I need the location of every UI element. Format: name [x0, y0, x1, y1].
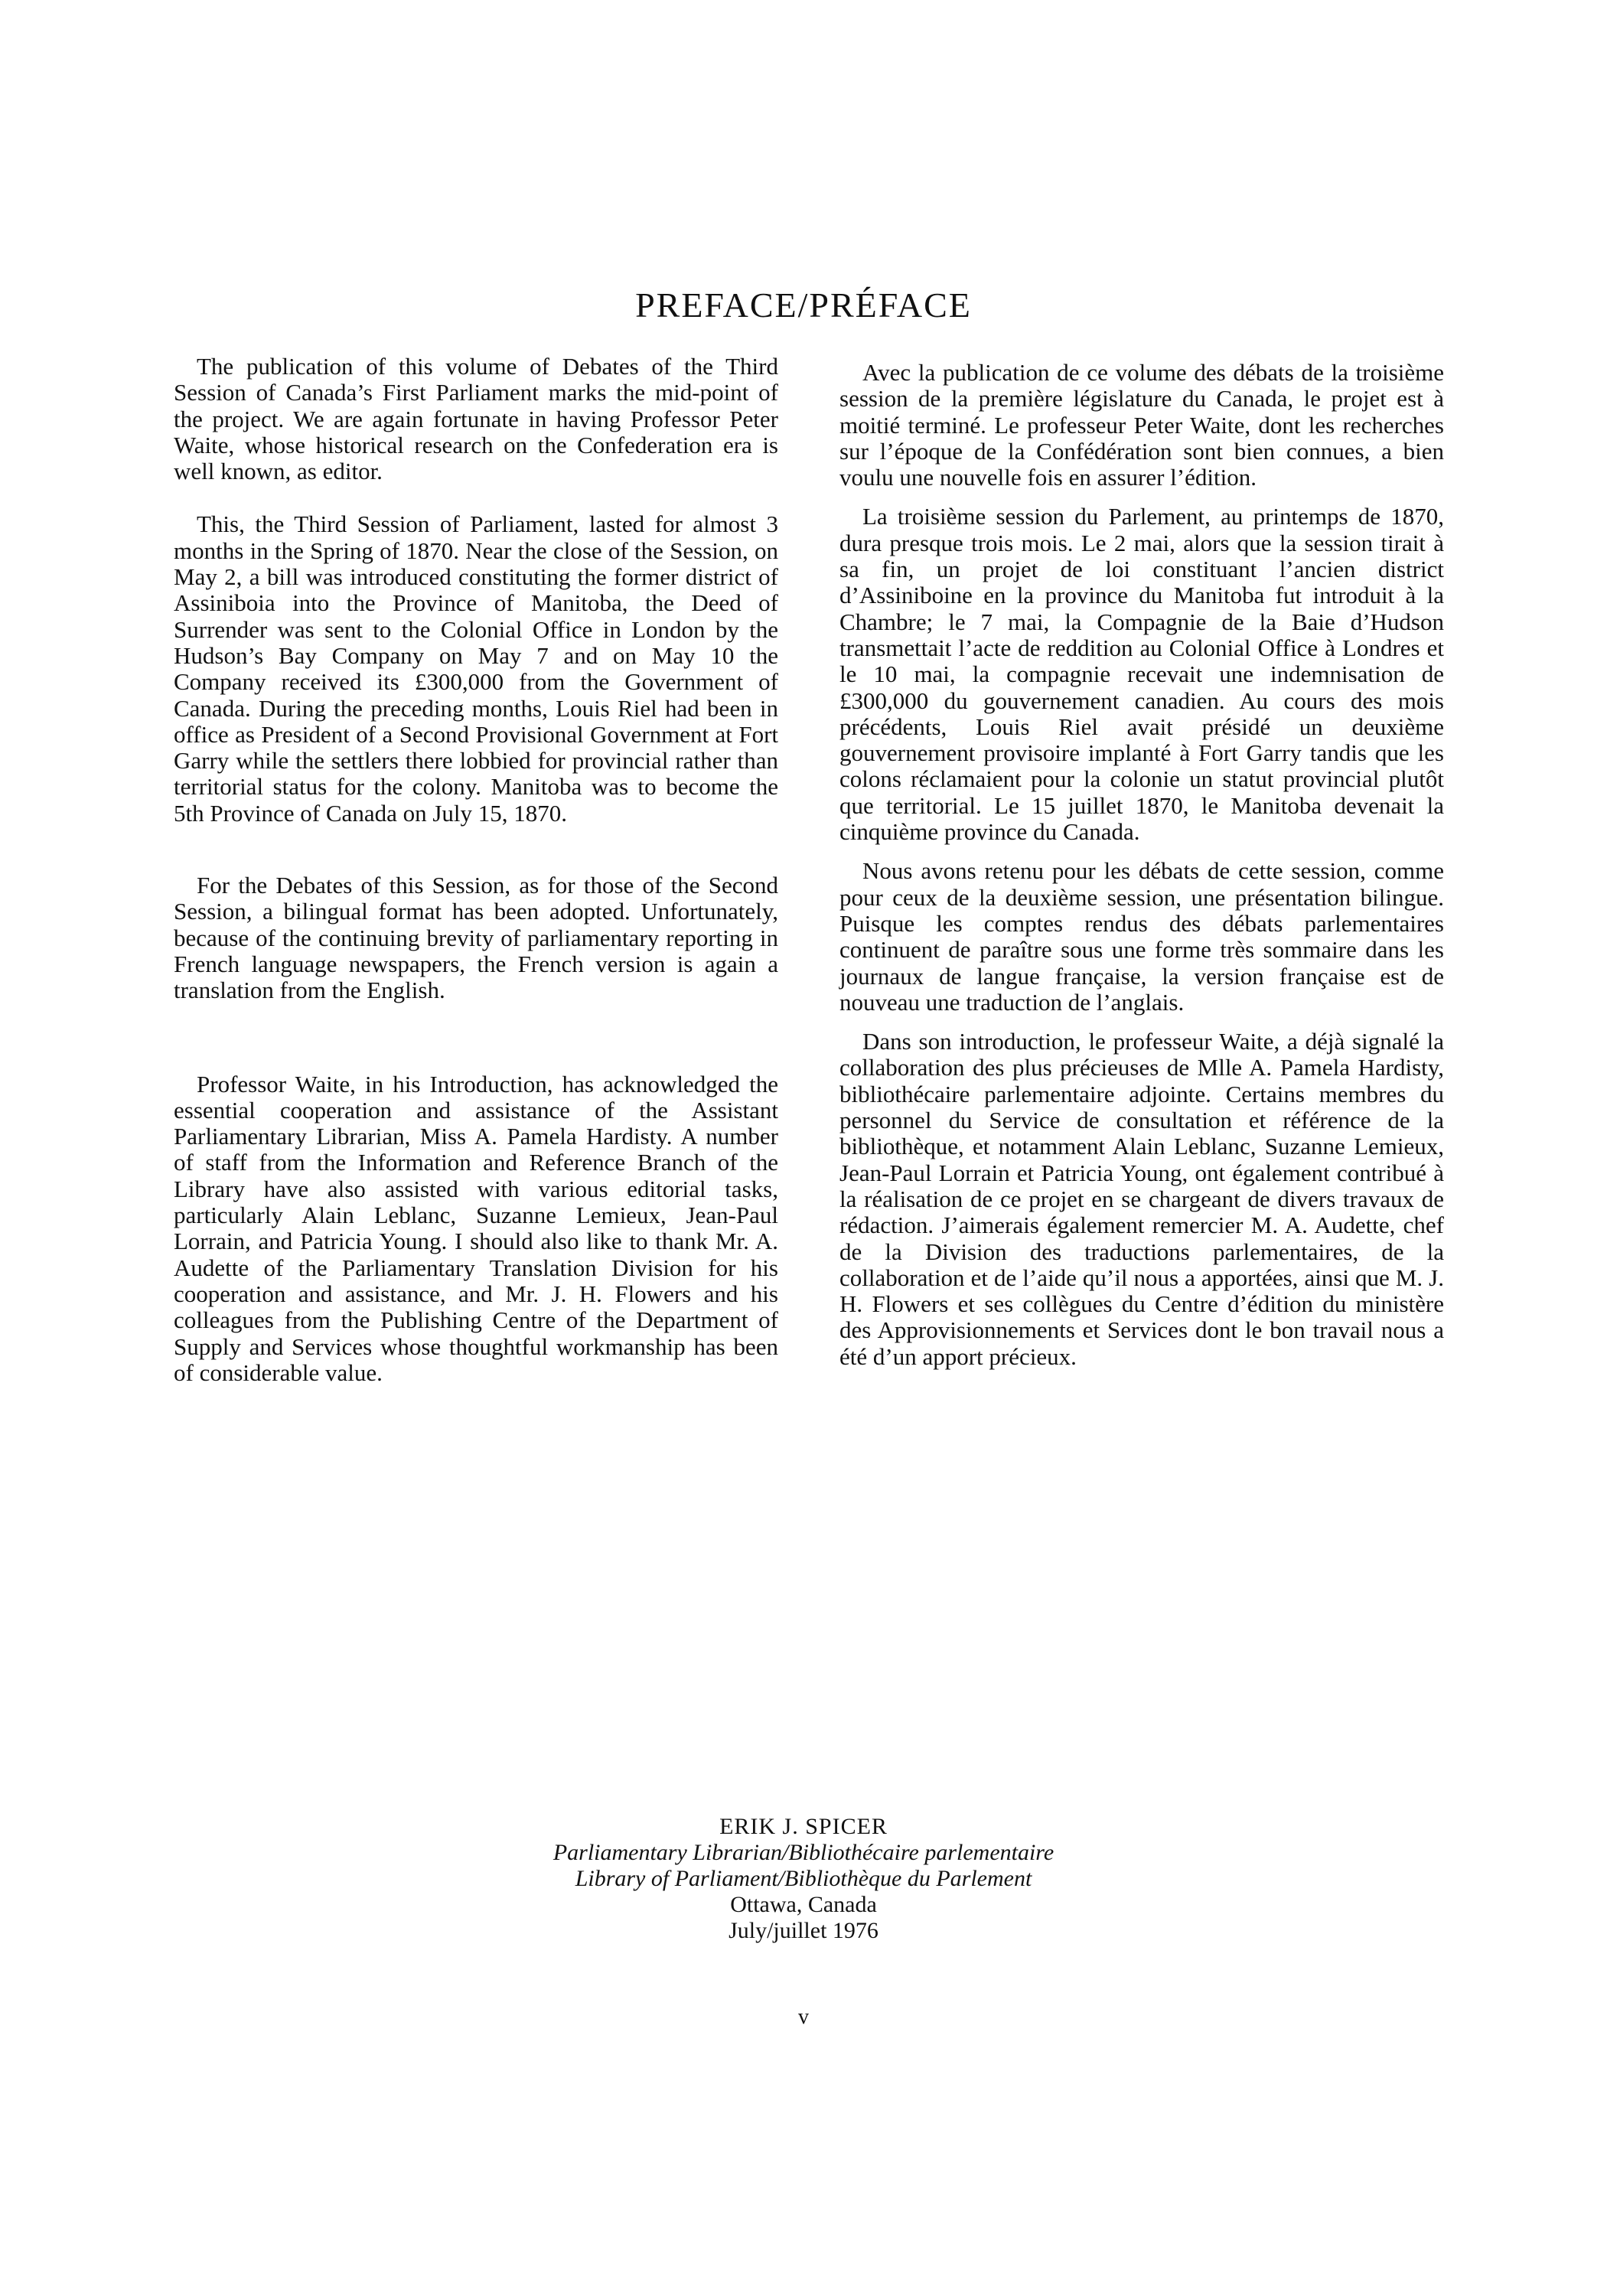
english-paragraph-4: Professor Waite, in his Introduction, has acknowledged the essential cooperation and assistance of the Assistant Parliamentary Librarian, Miss A. Pamela Hardisty. A number of staff from the Information and Reference Branch of the Library have also assisted with various editorial tasks, particularly Alain Leblanc, Suzanne Lemieux, Jean-Paul Lorrain, and Patricia Young. I should also like to thank Mr. A. Audette of the Parliamentary Translation Division for his cooperation and assistance, and Mr. J. H. Flowers and his colleagues from the Publishing Centre of the Department of Supply and Services whose thoughtful workmanship has been of considerable value.: [174, 1070, 778, 1386]
page-number: v: [798, 2005, 809, 2029]
english-paragraph-2: This, the Third Session of Parliament, lasted for almost 3 months in the Spring of 1870. Near the close of the Session, on May 2, a bill was introduced constituting the former district of Assiniboia into the Province of Manitoba, the Deed of Surrender was sent to the Colonial Office in London by the Hudson’s Bay Company on May 7 and on May 10 the Company received its £300,000 from the Government of Canada. During the preceding months, Louis Riel had been in office as President of a Second Provisional Government at Fort Garry while the settlers there lobbied for provincial rather than territorial status for the colony. Manitoba was to become the 5th Province of Canada on July 15, 1870.: [174, 510, 778, 827]
english-paragraph-1: The publication of this volume of Debates of the Third Session of Canada’s First Parliament marks the mid-point of the project. We are again fortunate in having Professor Peter Waite, whose historical research on the Confederation era is well known, as editor.: [174, 353, 778, 485]
signatory-institution: Library of Parliament/Bibliothèque du Parlement: [575, 1866, 1032, 1891]
signature-city: Ottawa, Canada: [730, 1892, 877, 1917]
french-column: [839, 360, 1444, 1370]
french-paragraph-1: Avec la publication de ce volume des débats de la troisième session de la première législature du Canada, le projet est à moitié terminé. Le professeur Peter Waite, dont les recherches sur l’époque de la Confédération sont bien connues, a bien voulu une nouvelle fois en assurer l’édition.: [839, 359, 1444, 491]
french-paragraph-2: La troisième session du Parlement, au printemps de 1870, dura presque trois mois. Le 2 mai, alors que la session tirait à sa fin, un projet de loi constituant l’ancien district d’Assiniboine en la province du Manitoba fut introduit à la Chambre; le 7 mai, la Compagnie de la Baie d’Hudson transmettait l’acte de reddition au Colonial Office à Londres et le 10 mai, la compagnie recevait une indemnisation de £300,000 du gouvernement canadien. Au cours des mois précédents, Louis Riel avait présidé un deuxième gouvernement provisoire implanté à Fort Garry tandis que les colons réclamaient pour la colonie un statut provincial plutôt que territorial. Le 15 juillet 1870, le Manitoba devenait la cinquième province du Canada.: [839, 503, 1444, 846]
signatory-name: ERIK J. SPICER: [719, 1814, 888, 1839]
french-paragraph-4: Dans son introduction, le professeur Waite, a déjà signalé la collaboration des plus précieuses de Mlle A. Pamela Hardisty, bibliothécaire parlementaire adjointe. Certains membres du personnel du Service de consultation et référence de la bibliothèque, et notamment Alain Leblanc, Suzanne Lemieux, Jean-Paul Lorrain et Patricia Young, ont également contribué à la réalisation de ce projet en se chargeant de divers travaux de rédaction. J’aimerais également remercier M. A. Audette, chef de la Division des traductions parlementaires, de la collaboration et de l’aide qu’il nous a apportées, ainsi que M. J. H. Flowers et ses collègues du Centre d’édition du ministère des Approvisionnements et Services dont le bon travail nous a été d’un apport précieux.: [839, 1028, 1444, 1370]
english-column: [174, 354, 778, 1386]
signature-date: July/juillet 1976: [729, 1918, 878, 1943]
signature-block: [0, 1814, 1607, 1944]
signatory-title: Parliamentary Librarian/Bibliothécaire parlementaire: [553, 1840, 1054, 1865]
english-paragraph-3: For the Debates of this Session, as for those of the Second Session, a bilingual format has been adopted. Unfortunately, because of the continuing brevity of parliamentary reporting in French language newspapers, the French version is again a translation from the English.: [174, 872, 778, 1004]
page-title: PREFACE/PRÉFACE: [635, 285, 972, 325]
french-paragraph-3: Nous avons retenu pour les débats de cette session, comme pour ceux de la deuxième session, une présentation bilingue. Puisque les comptes rendus des débats parlementaires continuent de paraître sous une forme très sommaire dans les journaux de langue française, la version française est de nouveau une traduction de l’anglais.: [839, 857, 1444, 1016]
